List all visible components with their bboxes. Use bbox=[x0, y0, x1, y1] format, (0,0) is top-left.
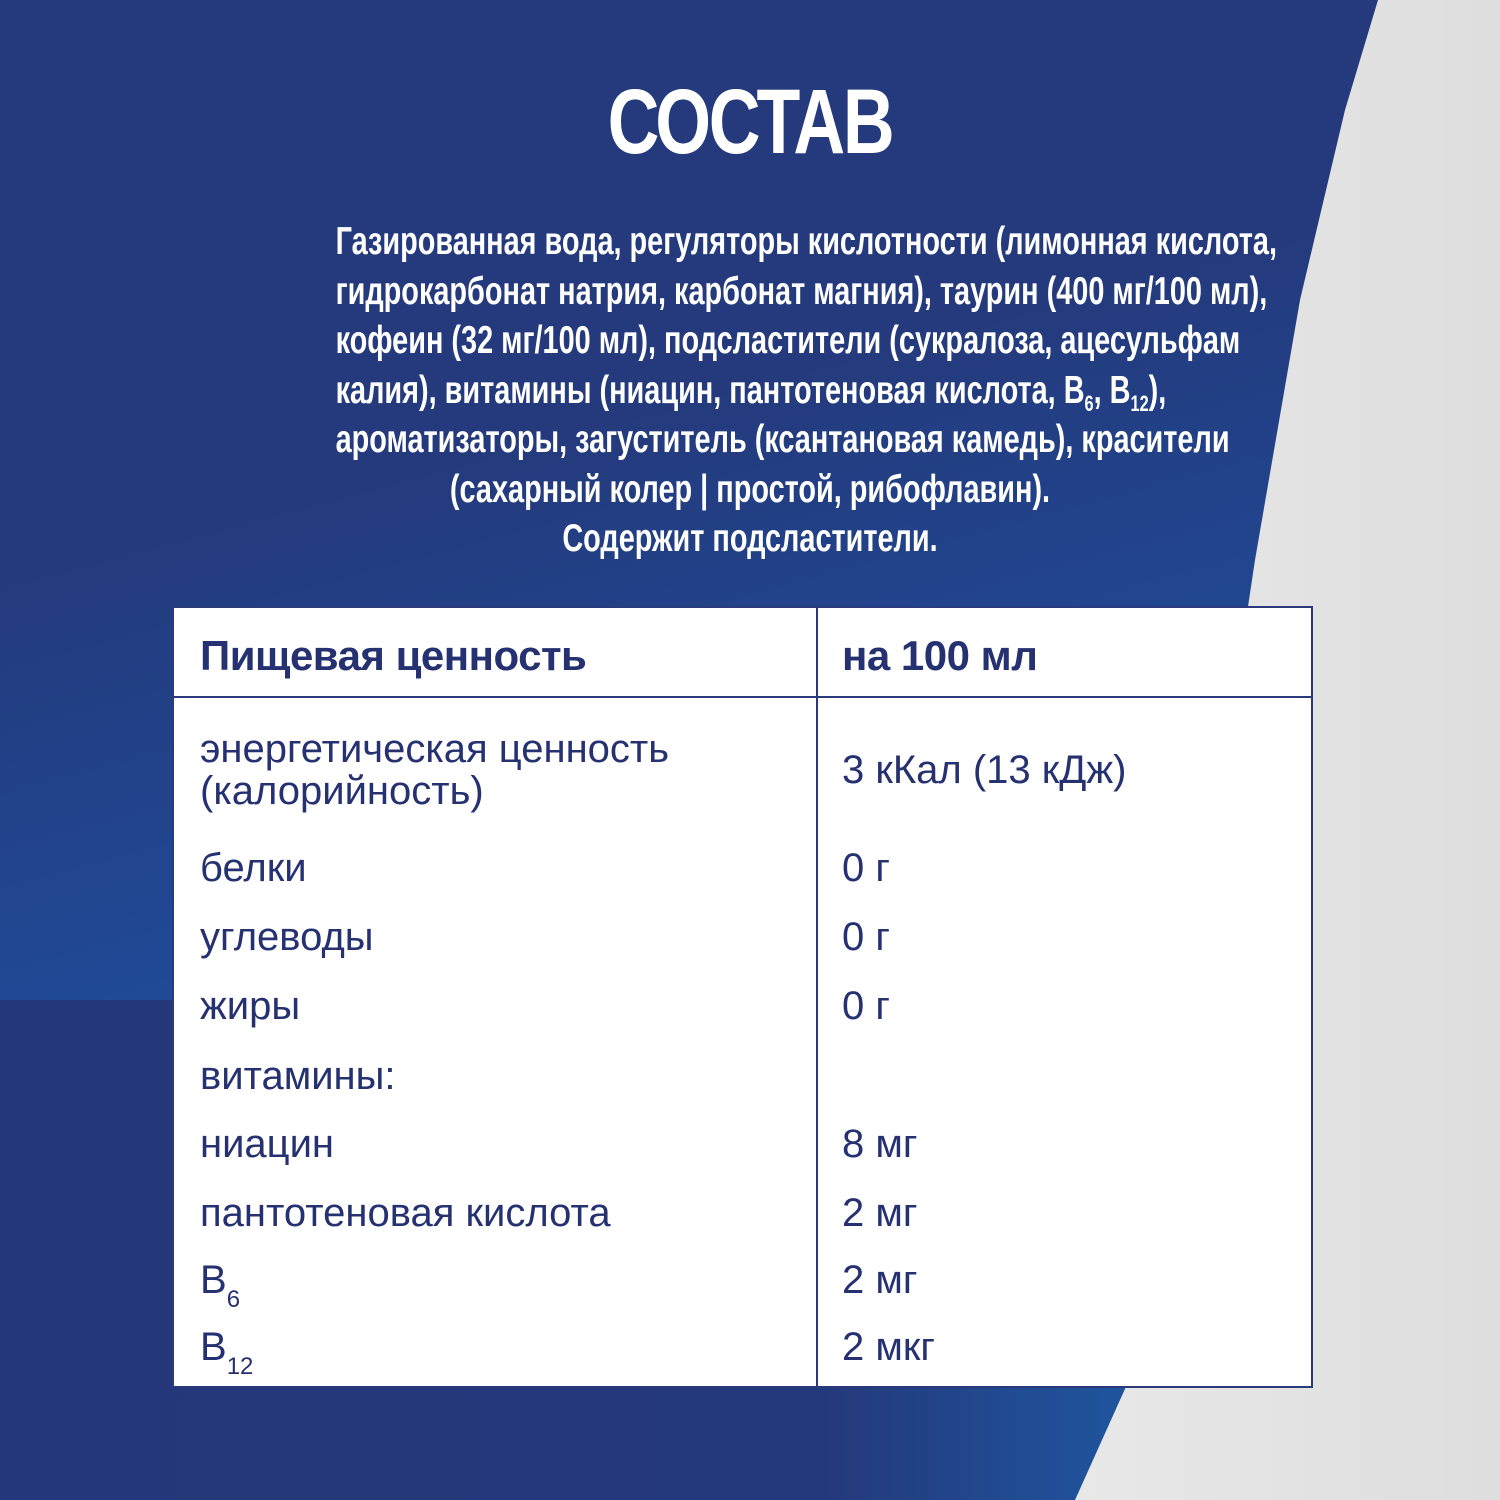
row-label bbox=[200, 728, 669, 812]
row-label: витамины: bbox=[200, 1054, 396, 1098]
ingredients-line: кофеин (32 мг/100 мл), подсластители (сукралоза, ацесульфам bbox=[335, 319, 1241, 362]
row-label bbox=[200, 1325, 254, 1380]
row-label: жиры bbox=[200, 984, 301, 1028]
row-label-line: энергетическая ценность bbox=[200, 727, 670, 771]
row-value: 0 г bbox=[842, 846, 890, 890]
row-label: белки bbox=[200, 846, 307, 890]
row-label: ниацин bbox=[200, 1122, 335, 1166]
row-value: 2 мкг bbox=[842, 1325, 935, 1369]
row-label-text: B bbox=[200, 1258, 227, 1302]
row-label bbox=[200, 1258, 241, 1313]
ingredients-note: Содержит подсластители. bbox=[562, 517, 938, 560]
ingredients-line-text: ), bbox=[1148, 368, 1167, 412]
row-value: 8 мг bbox=[842, 1122, 918, 1166]
header-divider bbox=[174, 696, 1311, 698]
row-value: 2 мг bbox=[842, 1258, 918, 1302]
table-header-value: на 100 мл bbox=[842, 632, 1038, 679]
ingredients-line: (сахарный колер | простой, рибофлавин). bbox=[449, 467, 1051, 511]
ingredients-line: Газированная вода, регуляторы кислотности (лимонная кислота, bbox=[335, 220, 1277, 263]
row-label: пантотеновая кислота bbox=[200, 1191, 611, 1235]
subscript: 12 bbox=[1130, 390, 1149, 416]
table-header-label: Пищевая ценность bbox=[200, 632, 587, 679]
subscript: 12 bbox=[226, 1353, 254, 1380]
row-label-text: B bbox=[200, 1325, 227, 1369]
ingredients-line: ароматизаторы, загуститель (ксантановая камедь), красители bbox=[335, 418, 1230, 461]
ingredients-line-text: , B bbox=[1093, 368, 1131, 412]
column-divider bbox=[816, 608, 818, 1386]
page-title: СОСТАВ bbox=[607, 71, 893, 173]
ingredients-line: гидрокарбонат натрия, карбонат магния), таурин (400 мг/100 мл), bbox=[335, 269, 1268, 313]
subscript: 6 bbox=[1084, 390, 1094, 416]
row-value: 0 г bbox=[842, 915, 890, 959]
subscript: 6 bbox=[226, 1286, 241, 1313]
ingredients-line-text: калия), витамины (ниацин, пантотеновая кислота, B bbox=[335, 368, 1085, 412]
ingredients-line bbox=[336, 366, 1165, 416]
row-value: 2 мг bbox=[842, 1191, 918, 1235]
nutrition-table bbox=[172, 606, 1313, 1388]
row-label-line: (калорийность) bbox=[200, 769, 484, 813]
row-label: углеводы bbox=[200, 915, 374, 959]
ingredients-text bbox=[335, 217, 1277, 564]
row-value: 0 г bbox=[842, 984, 890, 1028]
row-value: 3 кКал (13 кДж) bbox=[842, 748, 1127, 792]
